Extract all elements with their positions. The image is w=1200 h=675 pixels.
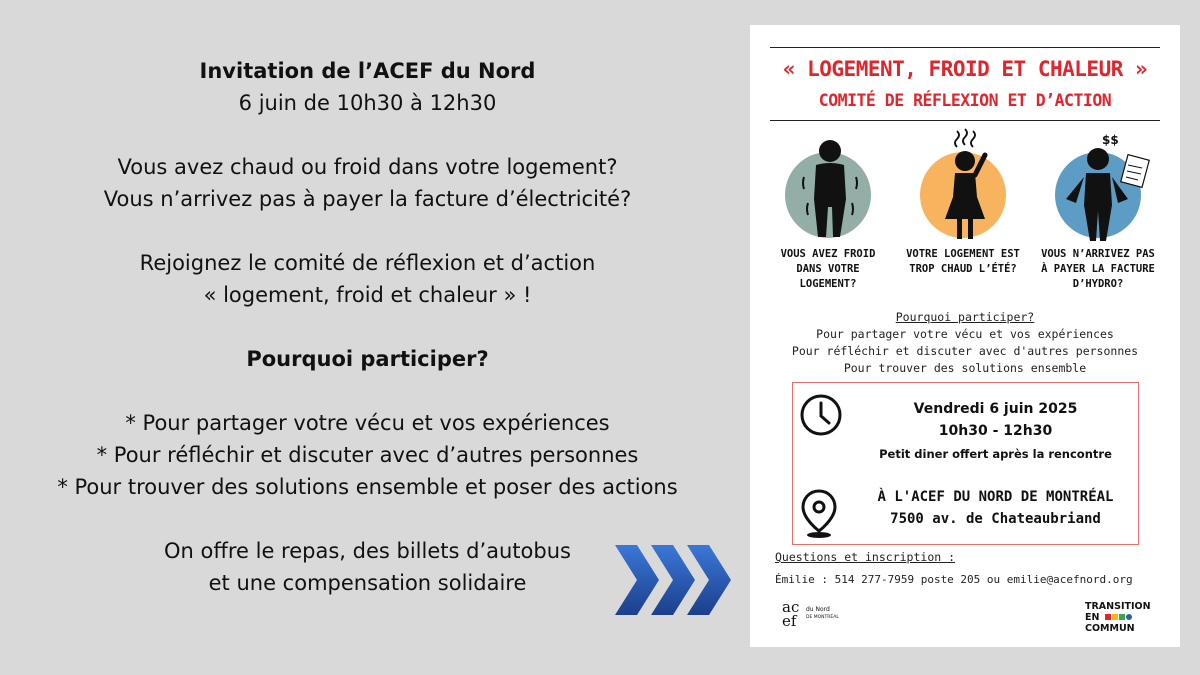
- cold-person-icon: [800, 137, 860, 242]
- acef-logo: [782, 600, 852, 636]
- hot-person-icon: [935, 127, 995, 242]
- poster-why-label: Pourquoi participer?: [895, 310, 1035, 324]
- transition-en-commun-logo: [1085, 601, 1151, 634]
- invitation-date: 6 juin de 10h30 à 12h30: [238, 91, 497, 115]
- flyer-poster: [750, 25, 1180, 647]
- empty-pockets-icon: [1062, 143, 1152, 243]
- card-caption-hydro: VOUS N’ARRIVEZ PAS À PAYER LA FACTURE D’HYDRO?: [1041, 248, 1155, 290]
- poster-subtitle: COMITÉ DE RÉFLEXION ET D’ACTION: [818, 91, 1112, 110]
- reason-2: * Pour réfléchir et discuter avec d’autres personnes: [96, 443, 639, 467]
- join-line-2: « logement, froid et chaleur » !: [203, 283, 532, 307]
- tec-line-1: TRANSITION: [1085, 601, 1151, 612]
- event-address: 7500 av. de Chateaubriand: [890, 511, 1101, 527]
- event-meal: Petit diner offert après la rencontre: [879, 447, 1112, 461]
- location-pin-icon: [799, 489, 839, 539]
- contact-label: Questions et inscription :: [775, 550, 956, 564]
- poster-why-line-2: Pour réfléchir et discuter avec d'autres personnes: [791, 344, 1139, 358]
- poster-title: « LOGEMENT, FROID ET CHALEUR »: [782, 57, 1148, 81]
- acef-logo-text-1: du Nord: [806, 606, 830, 613]
- contact-line: Émilie : 514 277-7959 poste 205 ou emilie@acefnord.org: [775, 573, 1133, 586]
- acef-logo-text-2: DE MONTRÉAL: [806, 615, 839, 620]
- reason-3: * Pour trouver des solutions ensemble et poser des actions: [57, 475, 678, 499]
- offer-line-1: On offre le repas, des billets d’autobus: [164, 539, 571, 563]
- offer-line-2: et une compensation solidaire: [208, 571, 527, 595]
- money-symbol: $$: [1102, 133, 1119, 147]
- join-line-1: Rejoignez le comité de réflexion et d’action: [139, 251, 596, 275]
- chevron-arrows-icon: [615, 545, 735, 615]
- card-caption-hot: VOTRE LOGEMENT EST TROP CHAUD L’ÉTÉ?: [906, 248, 1020, 275]
- reason-1: * Pour partager votre vécu et vos expériences: [125, 411, 610, 435]
- acef-logo-letters: acef: [782, 598, 800, 630]
- invitation-text: [0, 55, 735, 599]
- why-heading: Pourquoi participer?: [246, 347, 489, 371]
- tec-line-3: COMMUN: [1085, 623, 1135, 634]
- clock-icon: [799, 393, 843, 437]
- card-caption-cold: VOUS AVEZ FROID DANS VOTRE LOGEMENT?: [780, 248, 876, 290]
- event-time: 10h30 - 12h30: [938, 423, 1053, 439]
- question-2: Vous n’arrivez pas à payer la facture d’électricité?: [103, 187, 632, 211]
- question-1: Vous avez chaud ou froid dans votre logement?: [117, 155, 618, 179]
- invitation-title: Invitation de l’ACEF du Nord: [199, 59, 536, 83]
- tec-line-2: EN: [1085, 612, 1100, 623]
- event-date: Vendredi 6 juin 2025: [913, 401, 1078, 417]
- poster-why-line-3: Pour trouver des solutions ensemble: [843, 361, 1087, 375]
- poster-why-line-1: Pour partager votre vécu et vos expériences: [816, 327, 1114, 341]
- event-details-box: [792, 382, 1139, 545]
- event-place: À L'ACEF DU NORD DE MONTRÉAL: [877, 489, 1114, 505]
